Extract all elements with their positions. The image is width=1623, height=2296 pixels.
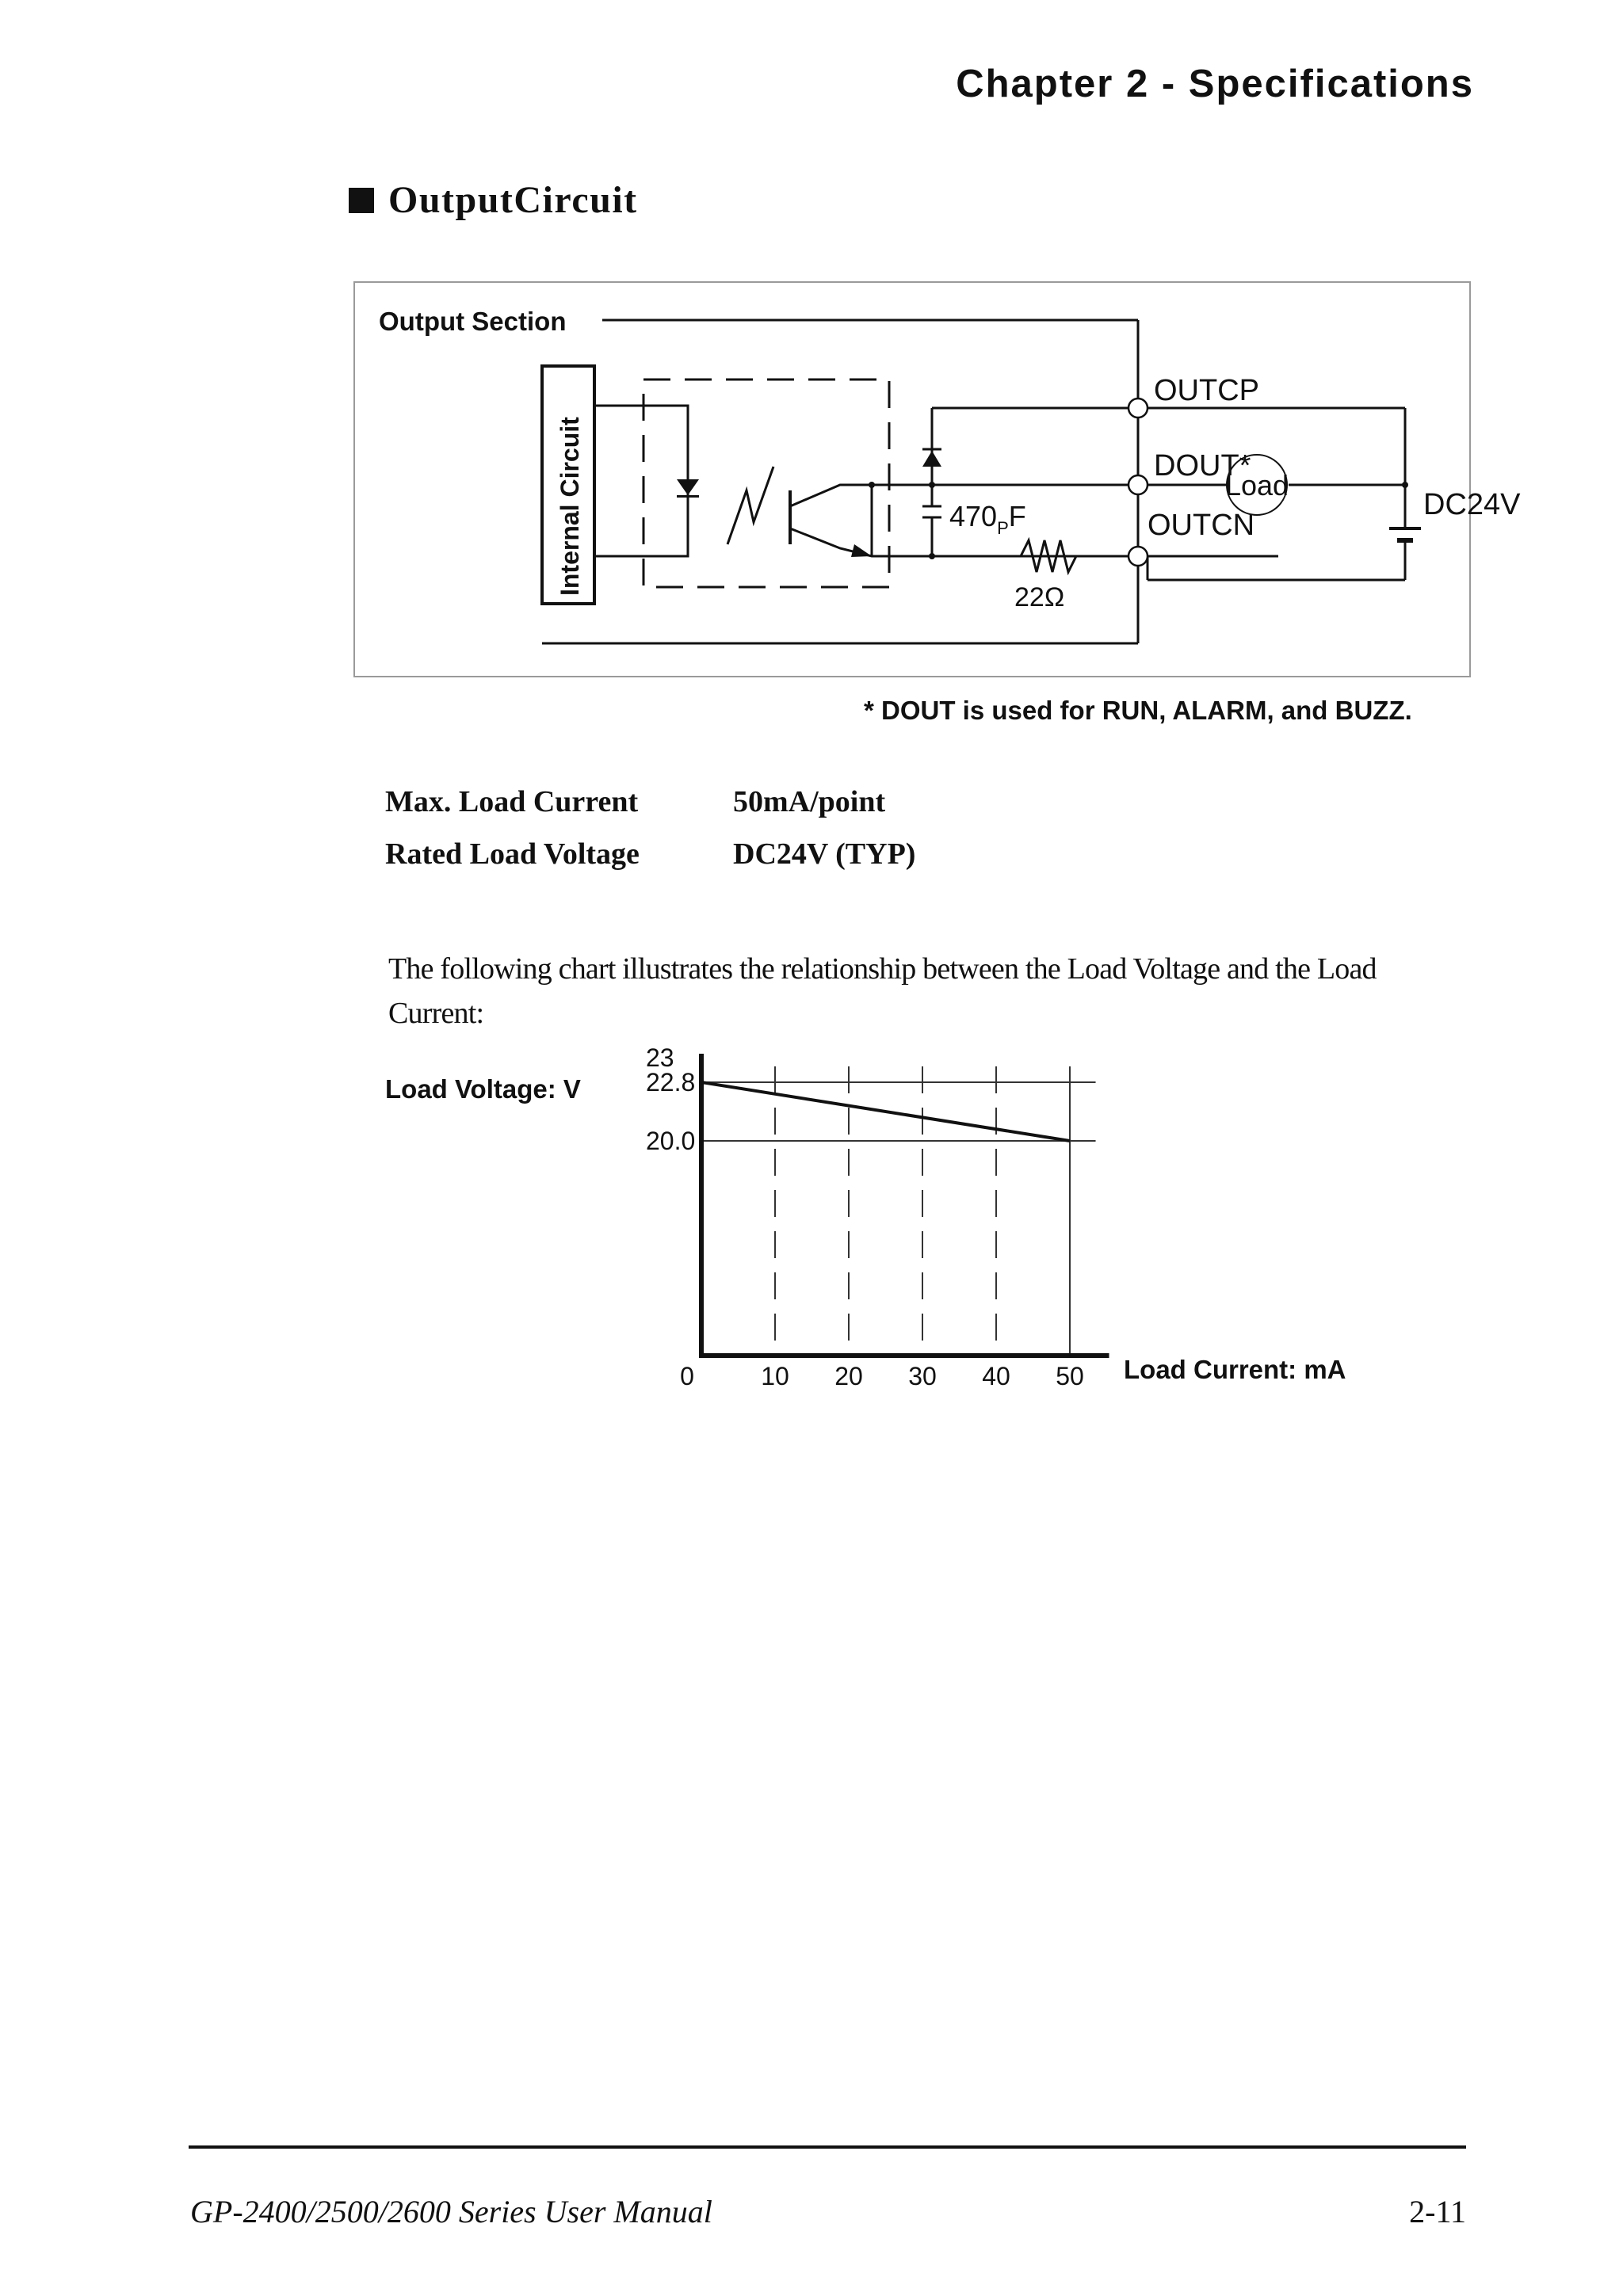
- supply-label: DC24V: [1423, 488, 1521, 521]
- spec-value-rated-load-voltage: DC24V (TYP): [733, 837, 916, 871]
- outcn-label: OUTCN: [1148, 509, 1255, 542]
- footer-page-number: 2-11: [1409, 2194, 1466, 2229]
- x-tick-label-40: 40: [982, 1362, 1010, 1390]
- intro-paragraph: The following chart illustrates the relationship between the Load Voltage and the Load Current:: [388, 952, 1377, 1030]
- spec-label-max-load-current: Max. Load Current: [385, 785, 639, 818]
- footer-title: GP-2400/2500/2600 Series User Manual: [190, 2194, 712, 2229]
- internal-circuit-label: Internal Circuit: [556, 417, 584, 596]
- chart-ylabel: Load Voltage: V: [385, 1074, 581, 1104]
- chapter-header: Chapter 2 - Specifications: [956, 63, 1474, 105]
- footnote: * DOUT is used for RUN, ALARM, and BUZZ.: [864, 696, 1412, 725]
- y-tick-label-2: 20.0: [646, 1127, 696, 1155]
- resistor-label: 22Ω: [1014, 582, 1065, 612]
- spec-value-max-load-current: 50mA/point: [733, 785, 886, 818]
- output-section-label: Output Section: [379, 307, 567, 336]
- chart-xlabel: Load Current: mA: [1124, 1355, 1346, 1384]
- footer-rule: [189, 2145, 1466, 2149]
- spec-label-rated-load-voltage: Rated Load Voltage: [385, 837, 640, 871]
- x-tick-label-50: 50: [1056, 1362, 1084, 1390]
- section-title: OutputCircuit: [388, 179, 638, 221]
- y-tick-label-0: 23: [646, 1043, 674, 1072]
- y-tick-label-1: 22.8: [646, 1068, 696, 1097]
- x-origin-label: 0: [680, 1362, 694, 1390]
- capacitor-value: 470: [949, 500, 998, 532]
- load-label: Load: [1224, 469, 1289, 502]
- outcp-label: OUTCP: [1154, 374, 1259, 407]
- dout-label: DOUT*: [1154, 449, 1251, 482]
- x-tick-label-10: 10: [761, 1362, 789, 1390]
- capacitor-unit: F: [1008, 500, 1026, 532]
- capacitor-sub: P: [997, 518, 1009, 538]
- series-line: [701, 1082, 1070, 1141]
- x-tick-label-30: 30: [908, 1362, 937, 1390]
- x-tick-label-20: 20: [834, 1362, 863, 1390]
